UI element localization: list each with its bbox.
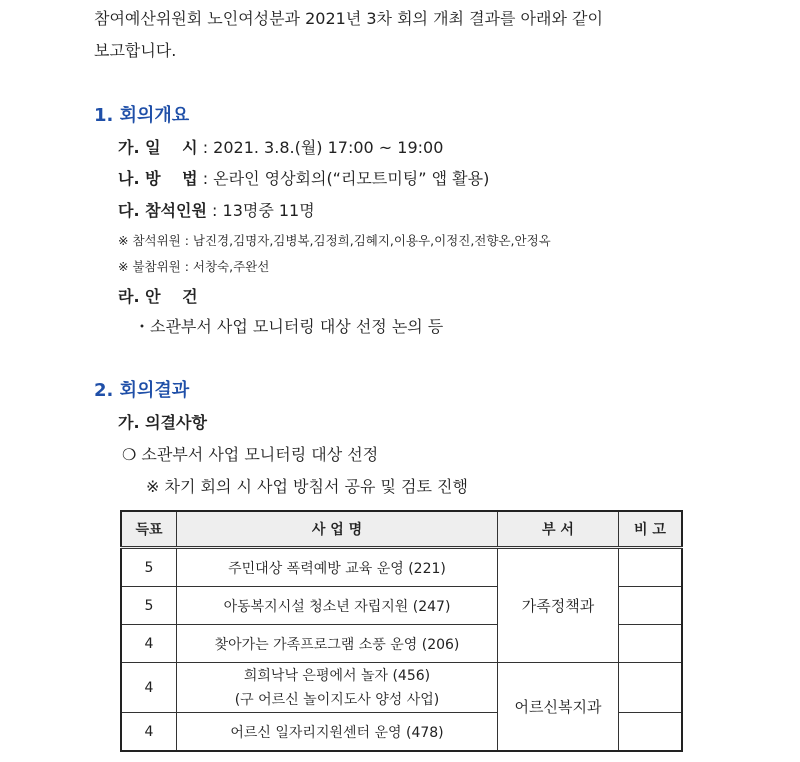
decision-label: 가. 의결사항: [118, 413, 207, 432]
intro-line-2: 보고합니다.: [94, 41, 177, 60]
decision-note: ※ 차기 회의 시 사업 방침서 공유 및 검토 진행: [146, 477, 468, 496]
table-row: 4 어르신 일자리지원센터 운영 (478): [121, 713, 682, 752]
monitoring-table: [120, 510, 683, 752]
dept-cell: 가족정책과: [498, 548, 619, 663]
table-row: 5 주민대상 폭력예방 교육 운영 (221) 가족정책과: [121, 548, 682, 587]
agenda-item: ・소관부서 사업 모니터링 대상 선정 논의 등: [134, 317, 444, 336]
section-2-title: 2. 회의결과: [94, 380, 190, 401]
present-members: ※ 참석위원 : 남진경,김명자,김병복,김정희,김혜지,이용우,이정진,전향온,안정옥: [118, 233, 551, 248]
attendance: 다. 참석인원 : 13명중 11명: [118, 201, 315, 220]
meeting-method: 나. 방 법 : 온라인 영상회의(“리모트미팅” 앱 활용): [118, 169, 490, 188]
header-votes: 득표: [121, 511, 177, 548]
decision-item: ❍ 소관부서 사업 모니터링 대상 선정: [122, 445, 379, 464]
header-dept: 부 서: [498, 511, 619, 548]
dept-cell: 어르신복지과: [498, 663, 619, 752]
absent-members: ※ 불참위원 : 서창숙,주완선: [118, 259, 270, 274]
section-1-title: 1. 회의개요: [94, 105, 190, 126]
agenda-label: 라. 안 건: [118, 287, 198, 306]
table-row: 4 희희낙낙 은평에서 놀자 (456) (구 어르신 놀이지도사 양성 사업) 어르신복지과: [121, 663, 682, 713]
header-project: 사 업 명: [177, 511, 498, 548]
intro-line-1: 참여예산위원회 노인여성분과 2021년 3차 회의 개최 결과를 아래와 같이: [94, 9, 603, 28]
table-row: 5 아동복지시설 청소년 자립지원 (247): [121, 587, 682, 625]
table-row: 4 찾아가는 가족프로그램 소풍 운영 (206): [121, 625, 682, 663]
header-remarks: 비 고: [619, 511, 683, 548]
meeting-date: 가. 일 시 : 2021. 3.8.(월) 17:00 ~ 19:00: [118, 138, 444, 157]
